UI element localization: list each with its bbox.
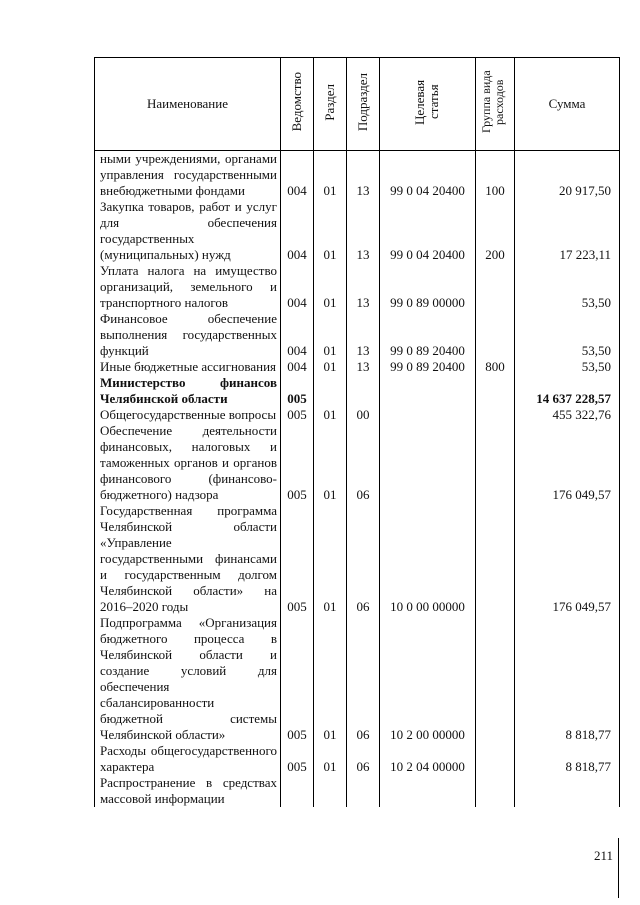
- page-number: 211: [594, 848, 614, 863]
- row-subsection: 13: [347, 311, 380, 359]
- row-department: 005: [281, 423, 314, 503]
- row-subsection: 06: [347, 615, 380, 743]
- header-expense-group: Группа вида расходов: [476, 58, 515, 151]
- table-row: [95, 407, 620, 423]
- row-subsection: 06: [347, 503, 380, 615]
- row-subsection: [347, 375, 380, 407]
- row-amount: 8 818,77: [515, 743, 620, 775]
- row-department: 005: [281, 743, 314, 775]
- row-amount: 8 818,77: [515, 615, 620, 743]
- row-name: Уплата налога на имущество организаций, земельного и транспортного налогов: [95, 263, 281, 311]
- row-amount: 14 637 228,57: [515, 375, 620, 407]
- header-target-item: Целевая статья: [380, 58, 476, 151]
- row-amount: 176 049,57: [515, 503, 620, 615]
- row-expense-group: [476, 407, 515, 423]
- row-amount: 455 322,76: [515, 407, 620, 423]
- row-section: 01: [314, 151, 347, 200]
- row-amount: 53,50: [515, 311, 620, 359]
- row-target-item: [380, 407, 476, 423]
- row-target-item: [380, 375, 476, 407]
- row-department: 004: [281, 263, 314, 311]
- row-amount: 176 049,57: [515, 423, 620, 503]
- row-department: 004: [281, 151, 314, 200]
- row-department: 004: [281, 311, 314, 359]
- row-section: 01: [314, 263, 347, 311]
- row-department: 005: [281, 615, 314, 743]
- row-target-item: 99 0 89 20400: [380, 359, 476, 375]
- row-target-item: [380, 775, 476, 807]
- row-expense-group: [476, 375, 515, 407]
- row-section: 01: [314, 423, 347, 503]
- row-expense-group: [476, 263, 515, 311]
- row-target-item: 99 0 89 00000: [380, 263, 476, 311]
- table-row: [95, 311, 620, 359]
- row-name: Расходы общегосударственного характера: [95, 743, 281, 775]
- row-target-item: 99 0 04 20400: [380, 199, 476, 263]
- row-section: 01: [314, 743, 347, 775]
- row-section: 01: [314, 615, 347, 743]
- row-subsection: 00: [347, 407, 380, 423]
- row-name: ными учреждениями, органами управления государственными внебюджетными фондами: [95, 151, 281, 200]
- row-expense-group: [476, 615, 515, 743]
- row-expense-group: [476, 775, 515, 807]
- row-target-item: 99 0 89 20400: [380, 311, 476, 359]
- row-section: [314, 775, 347, 807]
- row-subsection: 13: [347, 199, 380, 263]
- row-section: 01: [314, 503, 347, 615]
- row-expense-group: 100: [476, 151, 515, 200]
- row-section: [314, 375, 347, 407]
- table-row: [95, 775, 620, 807]
- row-subsection: 13: [347, 151, 380, 200]
- row-target-item: 10 2 04 00000: [380, 743, 476, 775]
- row-name: Финансовое обеспечение выполнения государственных функций: [95, 311, 281, 359]
- header-amount: Сумма: [515, 58, 620, 151]
- row-department: 005: [281, 503, 314, 615]
- row-amount: [515, 775, 620, 807]
- header-name: Наименование: [95, 58, 281, 151]
- row-subsection: [347, 775, 380, 807]
- table-row: [95, 151, 620, 200]
- table-body: [95, 151, 620, 808]
- header-subsection: Подраздел: [347, 58, 380, 151]
- table-row: [95, 359, 620, 375]
- row-expense-group: 800: [476, 359, 515, 375]
- row-amount: 20 917,50: [515, 151, 620, 200]
- row-subsection: 13: [347, 263, 380, 311]
- budget-table: [94, 57, 620, 807]
- row-target-item: [380, 423, 476, 503]
- row-department: 005: [281, 375, 314, 407]
- row-target-item: 10 0 00 00000: [380, 503, 476, 615]
- row-subsection: 06: [347, 423, 380, 503]
- table-row: [95, 503, 620, 615]
- row-department: 005: [281, 407, 314, 423]
- row-name: Подпрограмма «Организация бюджетного процесса в Челябинской области и создание условий для обеспечения сбалансированности бюджетной системы Челябинской области»: [95, 615, 281, 743]
- row-department: 004: [281, 199, 314, 263]
- page-edge-line: [618, 838, 619, 898]
- row-section: 01: [314, 359, 347, 375]
- row-name: Государственная программа Челябинской области «Управление государственными финансами и государственным долгом Челябинской области» на 2016–2020 годы: [95, 503, 281, 615]
- table-row: [95, 423, 620, 503]
- row-name: Распространение в средствах массовой информации: [95, 775, 281, 807]
- table-header-row: [95, 58, 620, 151]
- row-section: 01: [314, 311, 347, 359]
- row-subsection: 06: [347, 743, 380, 775]
- row-target-item: 99 0 04 20400: [380, 151, 476, 200]
- row-expense-group: [476, 743, 515, 775]
- row-amount: 17 223,11: [515, 199, 620, 263]
- row-amount: 53,50: [515, 263, 620, 311]
- header-section: Раздел: [314, 58, 347, 151]
- table-row: [95, 615, 620, 743]
- row-expense-group: [476, 503, 515, 615]
- row-expense-group: [476, 311, 515, 359]
- row-name: Закупка товаров, работ и услуг для обеспечения государственных (муниципальных) нужд: [95, 199, 281, 263]
- header-department: Ведомство: [281, 58, 314, 151]
- table-row: [95, 375, 620, 407]
- row-department: [281, 775, 314, 807]
- row-name: Министерство финансов Челябинской области: [95, 375, 281, 407]
- row-name: Обеспечение деятельности финансовых, налоговых и таможенных органов и органов финансового (финансово-бюджетного) надзора: [95, 423, 281, 503]
- row-name: Иные бюджетные ассигнования: [95, 359, 281, 375]
- row-department: 004: [281, 359, 314, 375]
- row-section: 01: [314, 199, 347, 263]
- row-target-item: 10 2 00 00000: [380, 615, 476, 743]
- table-row: [95, 263, 620, 311]
- table-row: [95, 199, 620, 263]
- row-section: 01: [314, 407, 347, 423]
- row-expense-group: [476, 423, 515, 503]
- row-expense-group: 200: [476, 199, 515, 263]
- row-amount: 53,50: [515, 359, 620, 375]
- table-row: [95, 743, 620, 775]
- row-subsection: 13: [347, 359, 380, 375]
- row-name: Общегосударственные вопросы: [95, 407, 281, 423]
